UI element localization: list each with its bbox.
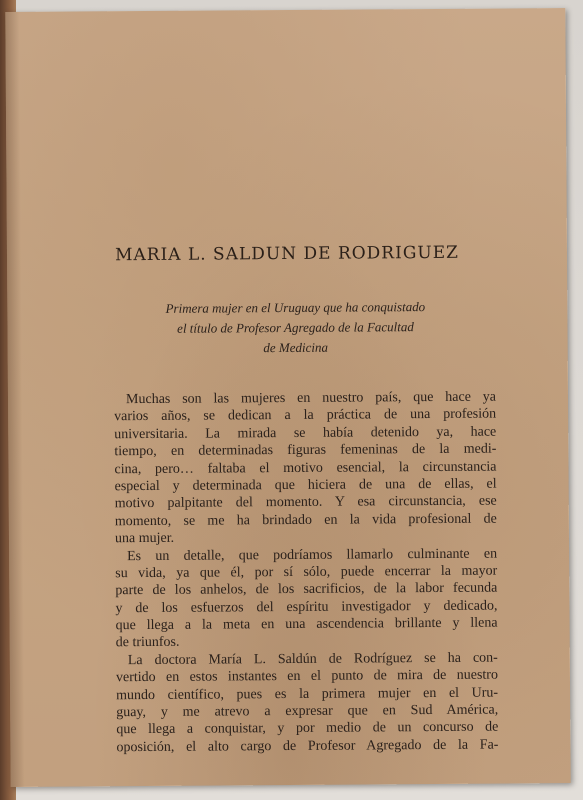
text-line: Muchas son las mujeres en nuestro país, que hace ya bbox=[125, 389, 497, 408]
text-line: que llega a conquistar, y por medio de un concurso de bbox=[116, 719, 499, 738]
text-line: su vida, ya que él, por sí sólo, puede encerrar la mayor bbox=[115, 563, 498, 582]
text-line: Es un detalle, que podríamos llamarlo culminante en bbox=[127, 546, 498, 564]
text-line: especial y determinada que hiciera de una de ellas, el bbox=[114, 476, 497, 495]
text-line: varios años, se dedican a la práctica de una profesión bbox=[114, 406, 497, 425]
page-subtitle bbox=[105, 297, 485, 360]
text-line: tiempo, en determinadas figuras femeninas de la medi- bbox=[114, 441, 497, 460]
subtitle-line: el título de Profesor Agregado de la Facultad bbox=[177, 319, 414, 336]
text-line: mundo científico, pues es la primera mujer en el Uru- bbox=[116, 685, 499, 703]
text-line: momento, se me ha brindado en la vida profesional de bbox=[114, 511, 497, 529]
page-title: MARIA L. SALDUN DE RODRIGUEZ bbox=[114, 242, 460, 266]
text-line: cina, pero… faltaba el motivo esencial, la circunstancia bbox=[114, 459, 497, 477]
subtitle-line: Primera mujer en el Uruguay que ha conquistado bbox=[165, 299, 426, 316]
text-line: de triunfos. bbox=[115, 635, 180, 651]
text-line: universitaria. La mirada se había detenido ya, hace bbox=[114, 424, 497, 442]
text-line: oposición, el alto cargo de Profesor Agregado de la Fa- bbox=[116, 737, 499, 756]
body-text bbox=[114, 389, 499, 757]
text-line: guay, y me atrevo a expresar que en Sud América, bbox=[116, 702, 499, 721]
text-line: vertido en estos instantes en el punto de mira de nuestro bbox=[115, 667, 498, 686]
page-content bbox=[5, 8, 570, 787]
text-line: parte de los anhelos, de los sacrificios, de la labor fecunda bbox=[115, 580, 498, 599]
text-line: y de los esfuerzos del espíritu investigador y dedicado, bbox=[115, 598, 498, 616]
text-line: una mujer. bbox=[114, 530, 175, 547]
book-page bbox=[5, 8, 570, 787]
text-line: que llega a la meta en una ascendencia brillante y llena bbox=[115, 615, 498, 634]
text-line: La doctora María L. Saldún de Rodríguez se ha con- bbox=[127, 650, 498, 668]
text-line: motivo palpitante del momento. Y esa circunstancia, ese bbox=[114, 493, 497, 512]
subtitle-line: de Medicina bbox=[263, 339, 329, 356]
